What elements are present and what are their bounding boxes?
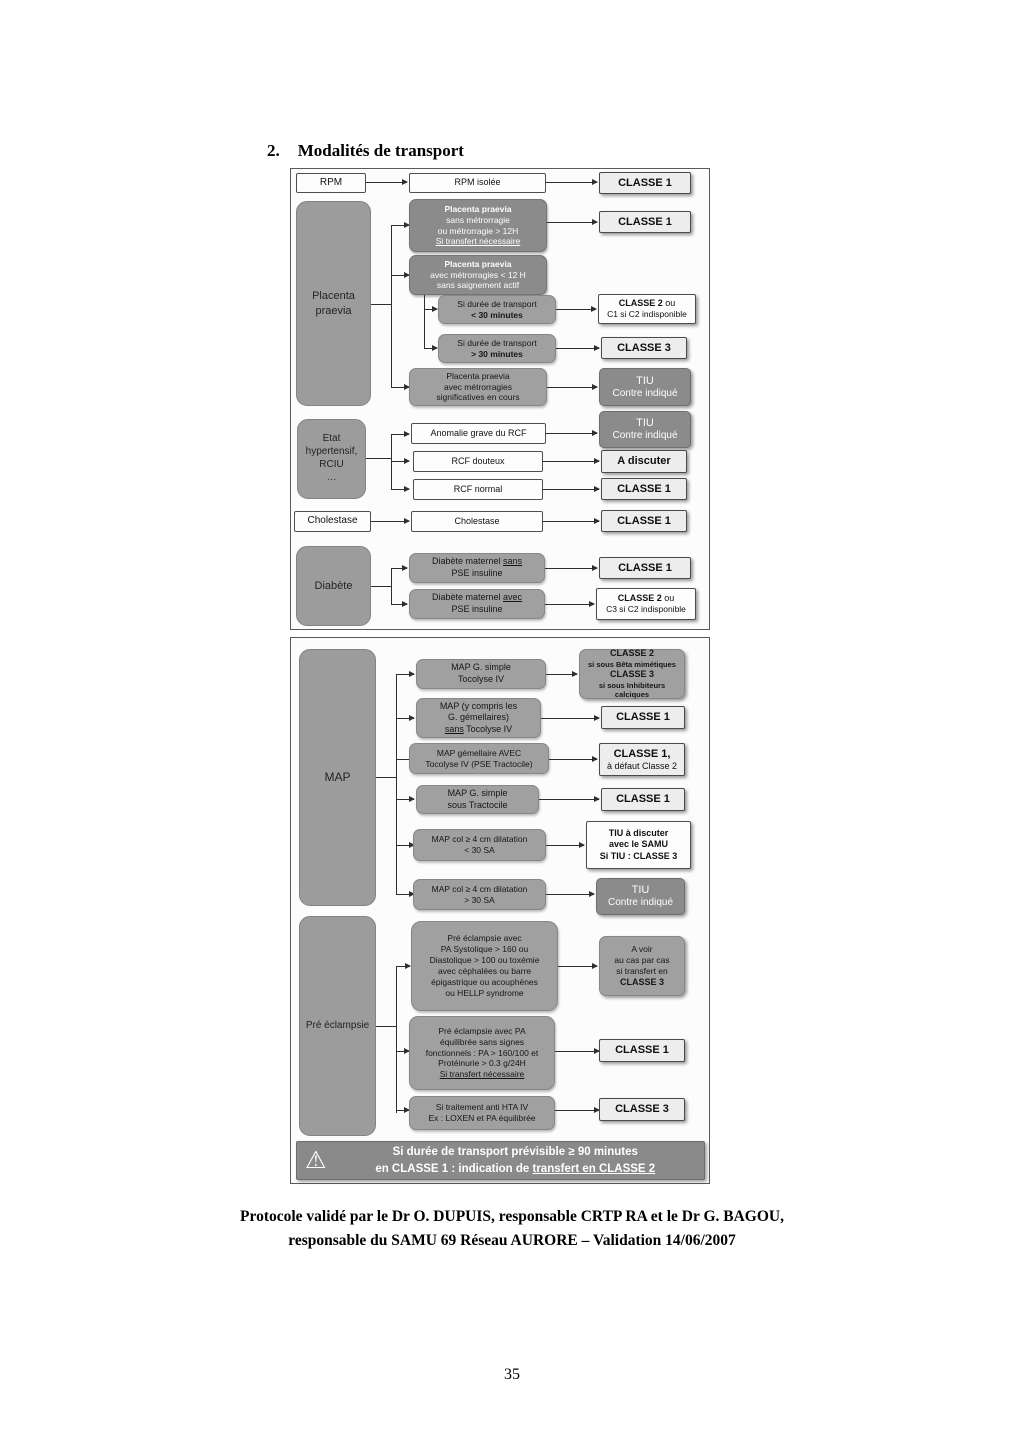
arrow [396, 674, 414, 675]
tiu-contraindique-box [599, 411, 691, 448]
text-line [619, 298, 676, 310]
arrow [396, 845, 414, 846]
map-simple-tractocile-box [416, 785, 539, 814]
text-line: Si transfert nécessaire [435, 236, 521, 247]
arrow [543, 461, 599, 462]
arrow [546, 433, 597, 434]
arrow [396, 718, 414, 719]
arrow [396, 966, 410, 967]
arrow [543, 489, 599, 490]
page-number: 35 [504, 1366, 520, 1383]
text-line: < 30 minutes [471, 309, 523, 320]
arrow [556, 348, 599, 349]
duration-lt30-box [438, 295, 556, 324]
text-line [618, 593, 675, 605]
text-line: épigastrique ou acouphènes [431, 976, 538, 987]
text-line: CLASSE 2 [609, 648, 654, 659]
text-segment: CLASSE 2 [618, 297, 663, 308]
text-line: CLASSE 3 [619, 976, 664, 987]
arrow [545, 604, 594, 605]
validation-footer [0, 1205, 1024, 1253]
connector-line [391, 225, 392, 387]
arrow [546, 182, 597, 183]
text-line: Pré éclampsie avec PA [438, 1025, 526, 1036]
arrow [546, 674, 577, 675]
connector-line [371, 586, 391, 587]
arrow [391, 387, 409, 388]
text-line: C1 si C2 indisponible [607, 309, 687, 320]
arrow [391, 461, 409, 462]
tiu-a-discuter-result-box [586, 821, 691, 869]
arrow [396, 1110, 409, 1111]
cholestase-condition-box: Cholestase [411, 511, 543, 532]
rcf-normal-box: RCF normal [413, 479, 543, 500]
text-line: MAP G. simple [451, 662, 511, 673]
text-segment: ou [662, 297, 676, 308]
text-line: sans saignement actif [436, 280, 520, 291]
classe2-classe3-result-box [579, 649, 685, 699]
connector-line [396, 966, 397, 1113]
text-line: équilibrée sans signes [439, 1036, 525, 1047]
text-line: si transfert en [616, 965, 668, 976]
text-line: TIU [636, 374, 654, 387]
text-segment: en CLASSE 1 : indication de [375, 1162, 533, 1175]
arrow [547, 222, 597, 223]
text-line [432, 556, 522, 568]
text-line [445, 724, 512, 736]
arrow [396, 799, 414, 800]
text-line: Contre indiqué [612, 387, 678, 399]
flowchart-panel-top [290, 168, 710, 630]
arrow [366, 182, 407, 183]
text-line: hypertensif, [305, 446, 358, 458]
text-line: Tocolyse IV (PSE Tractocile) [425, 758, 533, 769]
a-voir-cas-par-cas-result-box [599, 936, 685, 996]
diabete-r1-result-box: CLASSE 1 [599, 557, 691, 579]
map-col4-gt30sa-box [413, 879, 546, 910]
arrow [391, 489, 409, 490]
text-line: Si durée de transport [457, 337, 537, 348]
text-line: > 30 minutes [471, 348, 523, 359]
map-col4-lt30sa-box [413, 829, 546, 861]
text-segment: CLASSE 2 [617, 592, 662, 603]
text-line [432, 592, 522, 604]
text-line: A voir [631, 943, 653, 954]
flowchart-panel-bottom [290, 637, 710, 1184]
arrow [371, 521, 409, 522]
diabete-avec-pse-box [409, 589, 545, 619]
text-line: sous Tractocile [447, 799, 508, 810]
connector-line [366, 458, 391, 459]
text-segment: Diabète maternel [431, 592, 504, 603]
arrow [396, 1051, 409, 1052]
arrow [549, 759, 597, 760]
text-segment: Diabète maternel [431, 556, 504, 567]
arrow [543, 521, 599, 522]
text-line: Placenta praevia [444, 203, 512, 214]
banner-text [335, 1144, 696, 1177]
text-line: Si durée de transport [457, 298, 537, 309]
text-line: MAP col ≥ 4 cm dilatation [431, 834, 528, 845]
text-segment: Tocolyse IV [463, 723, 513, 734]
text-line: avec métrorragies < 12 H [430, 269, 526, 280]
arrow [558, 966, 597, 967]
connector-line [376, 1026, 396, 1027]
text-line: < 30 SA [464, 845, 495, 855]
placenta-b2-result-box: CLASSE 3 [601, 337, 687, 359]
text-line: Contre indiqué [612, 430, 678, 442]
classe2-c3-result-box [596, 588, 696, 620]
arrow [555, 1110, 599, 1111]
text-line: Si TIU : CLASSE 3 [599, 850, 678, 861]
text-line: Tocolyse IV [457, 674, 505, 684]
connector-line [376, 777, 396, 778]
tiu-contraindique-box [596, 878, 685, 915]
text-line: avec métrorragies [443, 381, 513, 392]
arrow [539, 799, 599, 800]
arrow [541, 718, 599, 719]
text-line: Placenta praevia [444, 258, 512, 269]
text-line: Si durée de transport prévisible ≥ 90 minutes [392, 1145, 638, 1158]
section-title: Modalités de transport [297, 141, 464, 160]
arrow [424, 348, 437, 349]
text-line: PSE insuline [451, 604, 503, 614]
text-line: à défaut Classe 2 [606, 760, 678, 771]
text-line: PA Systolique > 160 ou [440, 944, 529, 955]
text-line: Contre indiqué [607, 897, 674, 909]
text-line: avec le SAMU [608, 839, 669, 850]
arrow [424, 309, 437, 310]
section-number: 2. [267, 141, 280, 160]
text-line: avec céphalées ou barre [437, 966, 532, 976]
preeclampsie-category-box: Pré éclampsie [299, 916, 376, 1136]
section-heading [267, 141, 464, 161]
text-line: TIU à discuter [608, 827, 669, 838]
text-segment: ou [661, 592, 675, 603]
diabete-sans-pse-box [409, 553, 545, 583]
etat-r3-result-box: CLASSE 1 [601, 478, 687, 500]
arrow [555, 1051, 599, 1052]
connector-line [391, 568, 392, 604]
text-line: PSE insuline [451, 568, 503, 578]
diabete-category-box: Diabète [296, 546, 371, 626]
text-line: MAP (y compris les [439, 700, 518, 711]
map-gemellaires-sans-tocolyse-box [416, 698, 541, 738]
text-segment: sans [444, 723, 464, 734]
footer-line-2: responsable du SAMU 69 Réseau AURORE – Validation 14/06/2007 [288, 1232, 736, 1250]
cholestase-category-box: Cholestase [294, 511, 371, 532]
map-simple-tocolyse-box [416, 659, 546, 689]
preeclampsie-severe-box [411, 921, 558, 1011]
rpm-condition-box: RPM isolée [409, 173, 546, 193]
text-line: TIU [631, 884, 650, 897]
warning-icon: ⚠ [305, 1146, 327, 1174]
connector-line [371, 304, 391, 305]
classe2-c1-result-box [598, 294, 696, 324]
rcf-douteux-box: RCF douteux [413, 451, 543, 472]
text-line: Si transfert nécessaire [439, 1069, 525, 1080]
text-line [335, 1161, 696, 1178]
text-line: fonctionnels : PA > 160/100 et [425, 1047, 539, 1058]
rpm-category-box: RPM [296, 173, 366, 193]
text-line: CLASSE 3 [609, 669, 654, 680]
text-line: MAP gémellaire AVEC [436, 747, 522, 758]
arrow [546, 845, 584, 846]
footer-line-1: Protocole validé par le Dr O. DUPUIS, responsable CRTP RA et le Dr G. BAGOU, [240, 1208, 784, 1225]
text-line: G. gémellaires) [447, 712, 510, 723]
text-line: ou HELLP syndrome [445, 987, 524, 998]
text-line: Pré éclampsie avec [447, 933, 522, 944]
text-line: > 30 SA [464, 894, 495, 905]
text-line: si sous Inhibiteurs calciques [598, 680, 666, 700]
text-line: Etat [322, 433, 341, 445]
map-r4-result-box: CLASSE 1 [601, 788, 685, 811]
preeclampsie-equilibree-box [409, 1016, 555, 1090]
arrow [556, 309, 596, 310]
text-line: CLASSE 1, [613, 747, 671, 760]
arrow [546, 894, 594, 895]
text-segment: transfert en CLASSE 2 [532, 1162, 656, 1175]
text-line: MAP col ≥ 4 cm dilatation [431, 883, 528, 894]
arrow [391, 568, 407, 569]
text-line: au cas par cas [614, 954, 670, 965]
text-line: MAP G. simple [447, 787, 508, 798]
tiu-contraindique-box [599, 368, 691, 406]
traitement-anti-hta-box [409, 1096, 555, 1130]
arrow [396, 894, 414, 895]
arrow [547, 387, 597, 388]
arrow [391, 225, 409, 226]
text-line: C3 si C2 indisponible [606, 604, 686, 615]
rcf-grave-box: Anomalie grave du RCF [411, 423, 546, 444]
text-line: Placenta praevia [446, 370, 510, 381]
classe1-defaut-classe2-result-box [599, 743, 685, 776]
text-line: Protéinurie > 0.3 g/24H [438, 1058, 526, 1069]
a-discuter-result-box: A discuter [601, 450, 687, 473]
connector-line [424, 295, 425, 349]
text-segment: sans [503, 556, 523, 567]
text-line: … [326, 471, 337, 483]
text-line: ou métrorragie > 12H [437, 225, 519, 236]
arrow [545, 568, 597, 569]
map-gemellaire-avec-tocolyse-box [409, 743, 549, 774]
text-line: significatives en cours [436, 392, 520, 403]
arrow [391, 434, 409, 435]
arrow [391, 275, 409, 276]
map-r2-result-box: CLASSE 1 [601, 706, 685, 729]
arrow [391, 604, 407, 605]
placenta-branch-a-box [409, 199, 547, 252]
text-segment: avec [503, 592, 523, 603]
placenta-a-result-box: CLASSE 1 [599, 211, 691, 233]
text-line: si sous Bêta mimétiques [588, 659, 676, 669]
connector-line [396, 674, 397, 895]
placenta-category-box: Placenta praevia [296, 201, 371, 406]
etat-category-box [297, 419, 366, 499]
placenta-branch-c-box [409, 368, 547, 406]
text-line: sans métrorragie [446, 214, 510, 225]
text-line: TIU [636, 417, 654, 430]
cholestase-result-box: CLASSE 1 [601, 510, 687, 532]
text-line: RCIU [319, 459, 344, 470]
text-line: Ex : LOXEN et PA équilibrée [428, 1113, 536, 1123]
rpm-result-box: CLASSE 1 [599, 172, 691, 194]
preeclampsie-r3-result-box: CLASSE 3 [599, 1098, 685, 1121]
map-category-box: MAP [299, 649, 376, 906]
preeclampsie-r2-result-box: CLASSE 1 [599, 1039, 685, 1062]
text-line: Si traitement anti HTA IV [435, 1102, 529, 1113]
placenta-branch-b-box [409, 255, 547, 295]
transport-duration-banner [296, 1141, 705, 1180]
text-line: Diastolique > 100 ou toxémie [429, 955, 540, 966]
duration-gt30-box [438, 334, 556, 363]
